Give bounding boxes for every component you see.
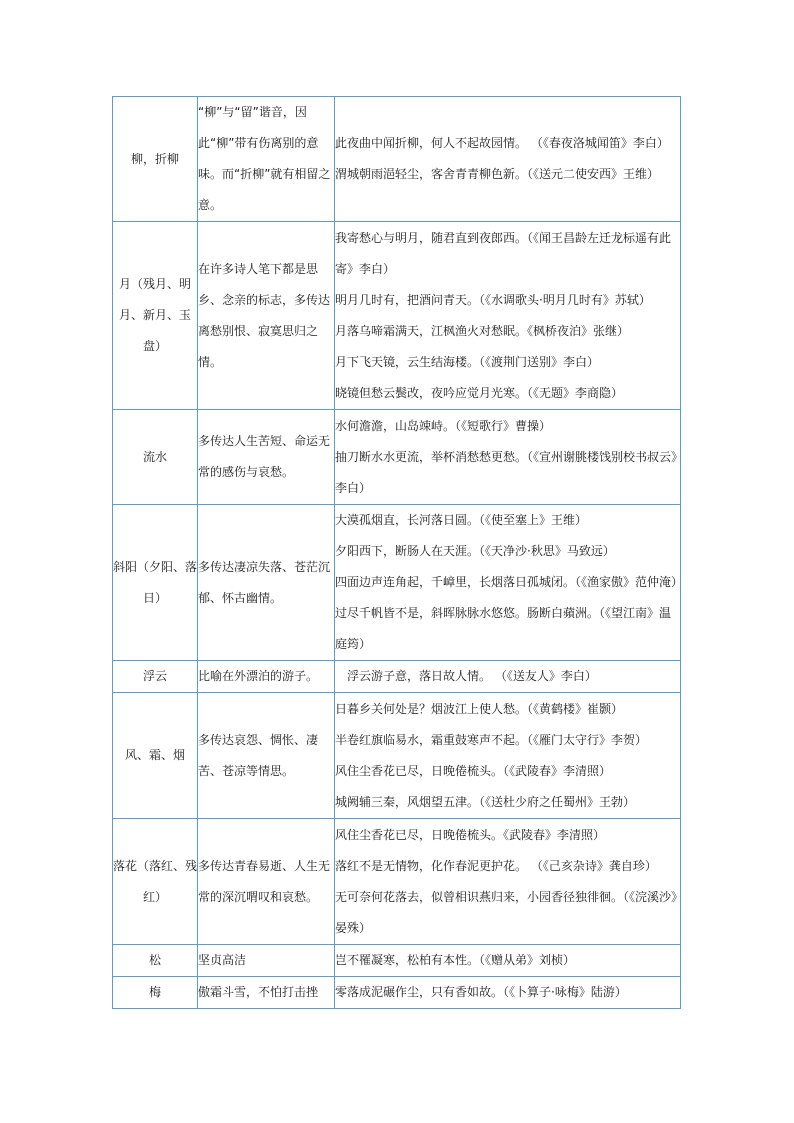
imagery-meaning: 傲霜斗雪，不怕打击挫 <box>198 977 335 1009</box>
poem-line: 零落成泥碾作尘，只有香如故。（《卜算子·咏梅》陆游） <box>335 985 627 999</box>
poem-examples <box>335 222 681 410</box>
poem-line: 夕阳西下，断肠人在天涯。（《天净沙·秋思》马致远） <box>335 544 615 558</box>
poem-line: 明月几时有，把酒问青天。（《水调歌头·明月几时有》苏轼） <box>335 292 651 307</box>
poem-line: 晓镜但愁云鬓改，夜吟应觉月光寒。（《无题》李商隐） <box>335 385 624 400</box>
imagery-meaning: 坚贞高洁 <box>198 945 335 977</box>
table-row <box>113 693 681 819</box>
poem-examples <box>335 661 681 693</box>
imagery-meaning: “柳”与“留”谐音，因此“柳”带有伤离别的意味。而“折柳”就有相留之意。 <box>198 97 335 222</box>
imagery-meaning: 多传达人生苦短、命运无常的感伤与哀愁。 <box>198 410 335 505</box>
table-row <box>113 505 681 661</box>
poem-line: 风住尘香花已尽，日晚倦梳头。（《武陵春》李清照） <box>335 763 612 778</box>
poem-line: 月落乌啼霜满天，江枫渔火对愁眠。《枫桥夜泊》张继） <box>335 323 630 338</box>
poem-examples <box>335 505 681 661</box>
poem-line: 日暮乡关何处是？烟波江上使人愁。（《黄鹤楼》崔颢） <box>335 701 624 716</box>
table-row <box>113 222 681 410</box>
imagery-term: 月（残月、明月、新月、玉盘） <box>113 222 198 410</box>
poem-line: 水何澹澹，山岛竦峙。（《短歌行》曹操） <box>335 418 552 433</box>
imagery-term: 松 <box>113 945 198 977</box>
imagery-term: 梅 <box>113 977 198 1009</box>
poem-examples <box>335 977 681 1009</box>
poem-examples <box>335 693 681 819</box>
poetry-imagery-table <box>112 96 681 1009</box>
imagery-meaning: 多传达青春易逝、人生无常的深沉喟叹和哀愁。 <box>198 819 335 945</box>
poem-examples <box>335 410 681 505</box>
table-row <box>113 819 681 945</box>
imagery-term: 斜阳（夕阳、落日） <box>113 505 198 661</box>
imagery-meaning: 在许多诗人笔下都是思乡、念亲的标志，多传达离愁别恨、寂寞思归之情。 <box>198 222 335 410</box>
poem-line: 月下飞天镜，云生结海楼。（《渡荆门送别》李白） <box>335 354 600 369</box>
poem-examples <box>335 819 681 945</box>
imagery-term: 浮云 <box>113 661 198 693</box>
table-row <box>113 661 681 693</box>
poem-line: 落红不是无情物，化作春泥更护花。 （《己亥杂诗》龚自珍） <box>335 858 657 873</box>
imagery-term: 流水 <box>113 410 198 505</box>
poem-line: 大漠孤烟直，长河落日圆。（《使至塞上》王维） <box>335 513 588 527</box>
poem-line: 我寄愁心与明月，随君直到夜郎西。（《闻王昌龄左迁龙标遥有此寄》李白） <box>335 230 672 276</box>
imagery-term: 风、霜、烟 <box>113 693 198 819</box>
poem-line: 无可奈何花落去，似曾相识燕归来，小园香径独徘徊。（《浣溪沙》晏殊） <box>335 889 678 935</box>
poem-line: 城阙辅三秦，风烟望五津。（《送杜少府之任蜀州》王勃） <box>335 794 636 809</box>
table-row <box>113 977 681 1009</box>
poem-examples <box>335 945 681 977</box>
imagery-term: 柳，折柳 <box>113 97 198 222</box>
table-row <box>113 410 681 505</box>
poem-examples <box>335 97 681 222</box>
imagery-meaning: 比喻在外漂泊的游子。 <box>198 661 335 693</box>
table-row <box>113 945 681 977</box>
poem-line: 抽刀断水水更流，举杯消愁愁更愁。（《宣州谢朓楼饯别校书叔云》李白） <box>335 449 678 495</box>
poem-line: 半卷红旗临易水，霜重鼓寒声不起。（《雁门太守行》李贺） <box>335 732 648 747</box>
poem-line: 四面边声连角起，千嶂里，长烟落日孤城闭。（《渔家傲》范仲淹）过尽千帆皆不是，斜晖脉脉水悠悠。肠断白蘋洲。（《望江南》温庭筠） <box>335 575 678 651</box>
imagery-meaning: 多传达哀怨、惆怅、凄苦、苍凉等情思。 <box>198 693 335 819</box>
poem-line: 风住尘香花已尽，日晚倦梳头。《武陵春》李清照） <box>335 827 606 842</box>
imagery-term: 落花（落红、残红） <box>113 819 198 945</box>
poem-line: 浮云游子意，落日故人情。 （《送友人》李白） <box>347 669 597 683</box>
table-row <box>113 97 681 222</box>
imagery-meaning: 多传达凄凉失落、苍茫沉郁、怀古幽情。 <box>198 505 335 661</box>
poem-line: 渭城朝雨浥轻尘，客舍青青柳色新。（《送元二使安西》王维） <box>335 167 660 181</box>
poem-line: 岂不罹凝寒，松柏有本性。（《赠从弟》刘桢） <box>335 953 576 967</box>
poem-line: 此夜曲中闻折柳，何人不起故园情。 （《春夜洛城闻笛》李白） <box>335 136 669 150</box>
